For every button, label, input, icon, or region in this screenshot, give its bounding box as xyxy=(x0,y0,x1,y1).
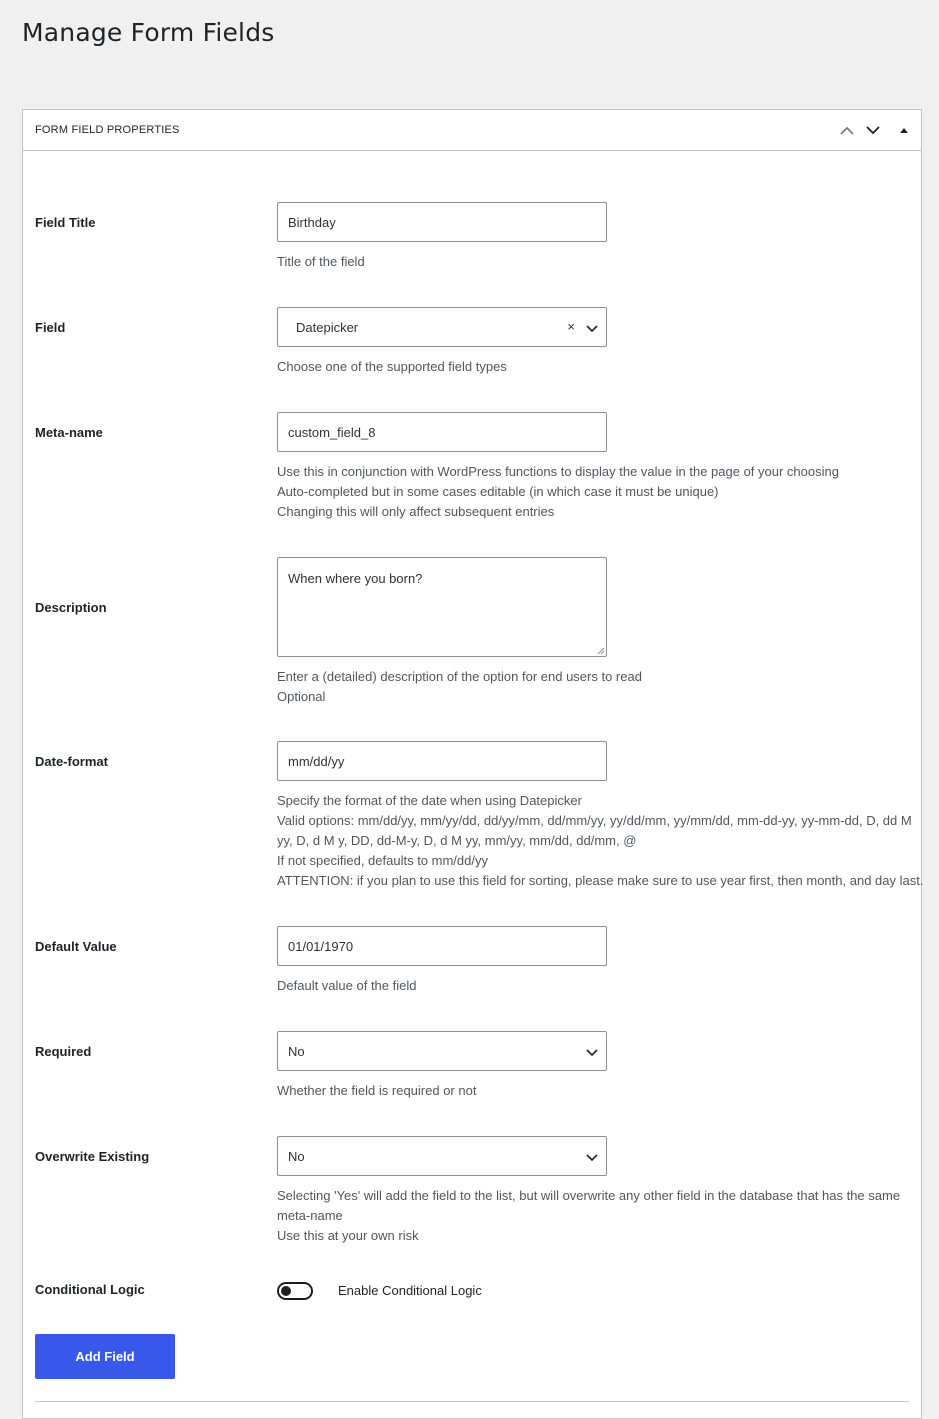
field-title-help xyxy=(277,252,927,272)
help-text: Title of the field xyxy=(277,254,365,269)
chevron-down-icon xyxy=(586,1150,598,1165)
help-text: Selecting 'Yes' will add the field to the list, but will overwrite any other field in the database that has the same meta-name xyxy=(277,1188,901,1223)
overwrite-existing-value: No xyxy=(288,1148,305,1164)
conditional-logic-toggle-label[interactable]: Enable Conditional Logic xyxy=(338,1283,482,1298)
chevron-up-icon[interactable] xyxy=(835,118,859,142)
help-text: Specify the format of the date when using Datepicker xyxy=(277,793,582,808)
add-field-button[interactable]: Add Field xyxy=(35,1334,175,1379)
date-format-input[interactable]: mm/dd/yy xyxy=(277,741,607,781)
field-title-input[interactable]: Birthday xyxy=(277,202,607,242)
toggle-knob xyxy=(281,1286,291,1296)
required-select[interactable] xyxy=(277,1031,607,1071)
field-type-select[interactable] xyxy=(277,307,607,347)
meta-name-input[interactable]: custom_field_8 xyxy=(277,412,607,452)
help-text: Choose one of the supported field types xyxy=(277,359,507,374)
date-format-label: Date-format xyxy=(35,754,108,769)
help-text: Default value of the field xyxy=(277,978,417,993)
caret-up-icon[interactable] xyxy=(892,118,916,142)
field-type-label: Field xyxy=(35,320,66,335)
resize-grip-icon[interactable] xyxy=(596,646,605,655)
required-label: Required xyxy=(35,1044,92,1059)
field-title-label: Field Title xyxy=(35,215,96,230)
meta-name-help xyxy=(277,462,927,522)
required-value: No xyxy=(288,1043,305,1059)
overwrite-existing-select[interactable] xyxy=(277,1136,607,1176)
page-title: Manage Form Fields xyxy=(22,18,275,47)
panel-header xyxy=(23,110,921,151)
help-text: Valid options: mm/dd/yy, mm/yy/dd, dd/yy/mm, dd/mm/yy, yy/dd/mm, yy/mm/dd, mm-dd-yy, yy-mm-dd, D, dd M yy, D, d M y, DD, dd-M-y, D, d M yy, mm/yy, mm/dd, dd/mm, @ xyxy=(277,813,912,848)
description-label: Description xyxy=(35,600,107,615)
required-help xyxy=(277,1081,927,1101)
clear-icon[interactable]: × xyxy=(567,319,575,334)
date-format-help xyxy=(277,791,927,891)
default-value-input[interactable]: 01/01/1970 xyxy=(277,926,607,966)
overwrite-existing-label: Overwrite Existing xyxy=(35,1149,150,1164)
help-text: If not specified, defaults to mm/dd/yy xyxy=(277,853,488,868)
help-text: Changing this will only affect subsequent entries xyxy=(277,504,555,519)
field-type-value: Datepicker xyxy=(296,319,359,335)
default-value-label: Default Value xyxy=(35,939,117,954)
help-text: Use this at your own risk xyxy=(277,1228,419,1243)
help-text: ATTENTION: if you plan to use this field for sorting, please make sure to use year first, then month, and day last. xyxy=(277,873,924,888)
field-type-help xyxy=(277,357,927,377)
panel-title: FORM FIELD PROPERTIES xyxy=(35,124,180,136)
conditional-logic-label: Conditional Logic xyxy=(35,1282,145,1297)
description-value: When where you born? xyxy=(288,571,423,586)
overwrite-existing-help xyxy=(277,1186,927,1246)
default-value-help xyxy=(277,976,927,996)
help-text: Whether the field is required or not xyxy=(277,1083,477,1098)
help-text: Auto-completed but in some cases editable (in which case it must be unique) xyxy=(277,484,719,499)
chevron-down-icon[interactable] xyxy=(861,118,885,142)
chevron-down-icon xyxy=(586,321,598,336)
form-field-properties-panel xyxy=(22,109,922,1419)
help-text: Use this in conjunction with WordPress functions to display the value in the page of your choosing xyxy=(277,464,839,479)
description-textarea[interactable] xyxy=(277,557,607,657)
chevron-down-icon xyxy=(586,1045,598,1060)
help-text: Optional xyxy=(277,689,326,704)
help-text: Enter a (detailed) description of the option for end users to read xyxy=(277,669,642,684)
meta-name-label: Meta-name xyxy=(35,425,103,440)
conditional-logic-toggle[interactable] xyxy=(277,1282,313,1300)
divider xyxy=(35,1401,909,1402)
description-help xyxy=(277,667,927,707)
